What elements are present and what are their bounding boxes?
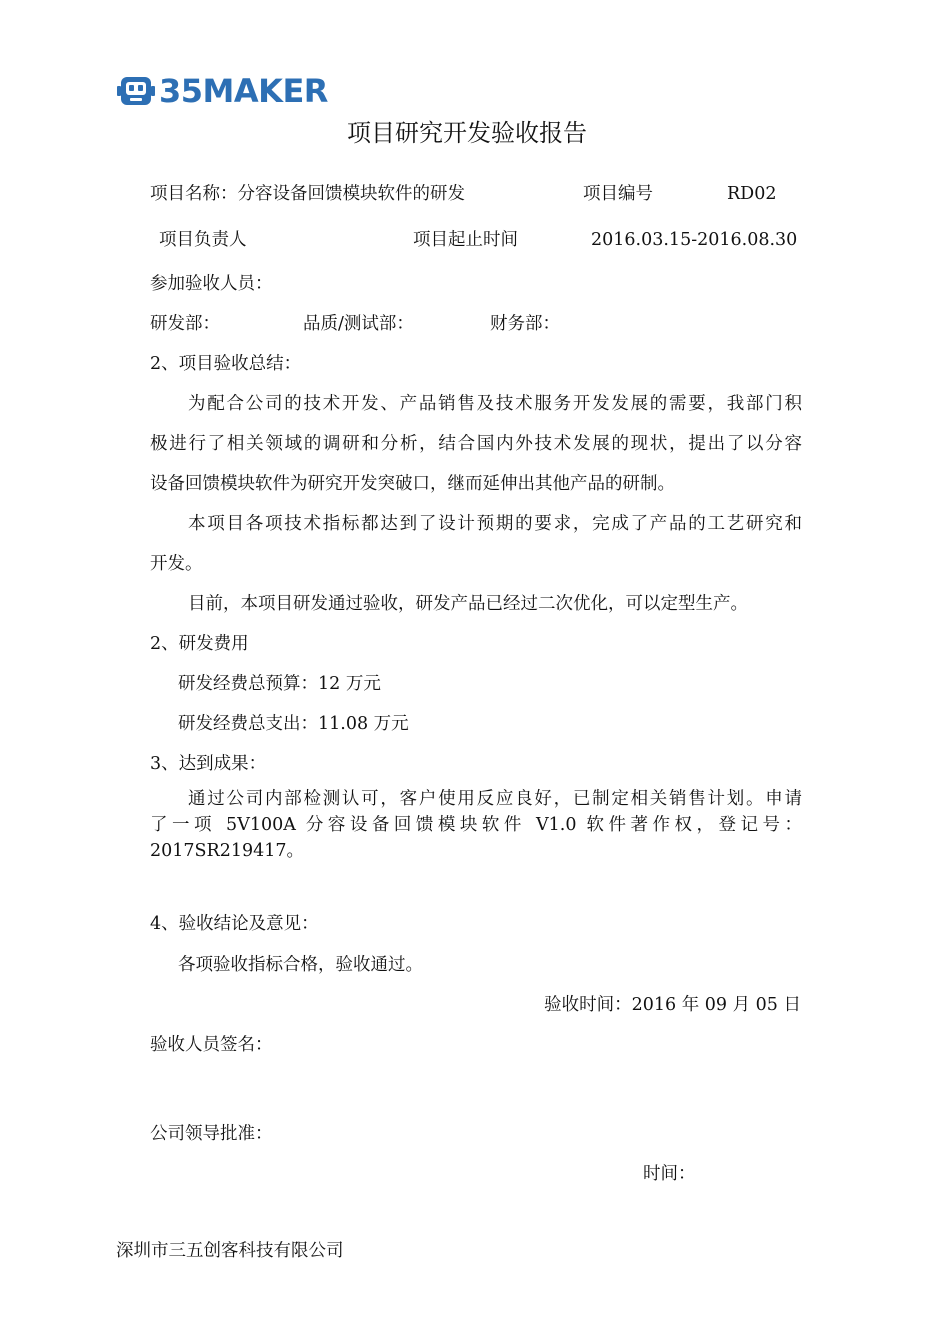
results-line1: 通过公司内部检测认可，客户使用反应良好，已制定相关销售计划。申请 [188,789,802,809]
dept-rd: 研发部： [150,314,220,334]
document-title: 项目研究开发验收报告 [347,119,587,147]
footer-company: 深圳市三五创客科技有限公司 [116,1241,344,1261]
summary-paragraph-3: 目前，本项目研发通过验收，研发产品已经过二次优化，可以定型生产。 [188,594,748,614]
summary-p2-line1: 本项目各项技术指标都达到了设计预期的要求，完成了产品的工艺研究和 [188,514,802,534]
project-period-label: 项目起止时间 [413,230,518,250]
results-line2: 了一项 5V100A 分容设备回馈模块软件 V1.0 软件著作权，登记号： [150,815,802,835]
summary-p1-line3: 设备回馈模块软件为研究开发突破口，继而延伸出其他产品的研制。 [150,474,675,494]
conclusion-heading: 4、验收结论及意见： [150,914,319,934]
approval-label: 公司领导批准： [150,1124,273,1144]
summary-heading: 2、项目验收总结： [150,354,302,374]
acceptance-date: 验收时间：2016 年 09 月 05 日 [544,995,801,1015]
conclusion-text: 各项验收指标合格，验收通过。 [178,955,423,975]
summary-p1-line2: 极进行了相关领域的调研和分析，结合国内外技术发展的现状，提出了以分容 [150,434,802,454]
project-number-value: RD02 [727,184,777,204]
summary-p2-line2: 开发。 [150,554,203,574]
dept-qa: 品质/测试部： [303,314,414,334]
robot-logo-icon [117,74,155,108]
approval-time-label: 时间： [643,1164,696,1184]
cost-spent: 研发经费总支出：11.08 万元 [178,714,409,734]
summary-p1-line1: 为配合公司的技术开发、产品销售及技术服务开发发展的需要，我部门积 [188,394,802,414]
results-paragraph [150,786,802,864]
summary-paragraph-2 [150,504,802,584]
project-number-label: 项目编号 [583,184,653,204]
participants-label: 参加验收人员： [150,274,273,294]
results-line3: 2017SR219417。 [150,841,305,861]
project-leader-label: 项目负责人 [159,230,247,250]
dept-finance: 财务部： [490,314,560,334]
logo-text: 35MAKER [159,72,328,110]
cost-heading: 2、研发费用 [150,634,249,654]
project-period-value: 2016.03.15-2016.08.30 [591,230,798,250]
results-heading: 3、达到成果： [150,754,267,774]
cost-budget: 研发经费总预算：12 万元 [178,674,381,694]
summary-paragraph-1 [150,384,802,504]
inspectors-signature-label: 验收人员签名： [150,1035,273,1055]
project-name: 项目名称：分容设备回馈模块软件的研发 [150,184,465,204]
